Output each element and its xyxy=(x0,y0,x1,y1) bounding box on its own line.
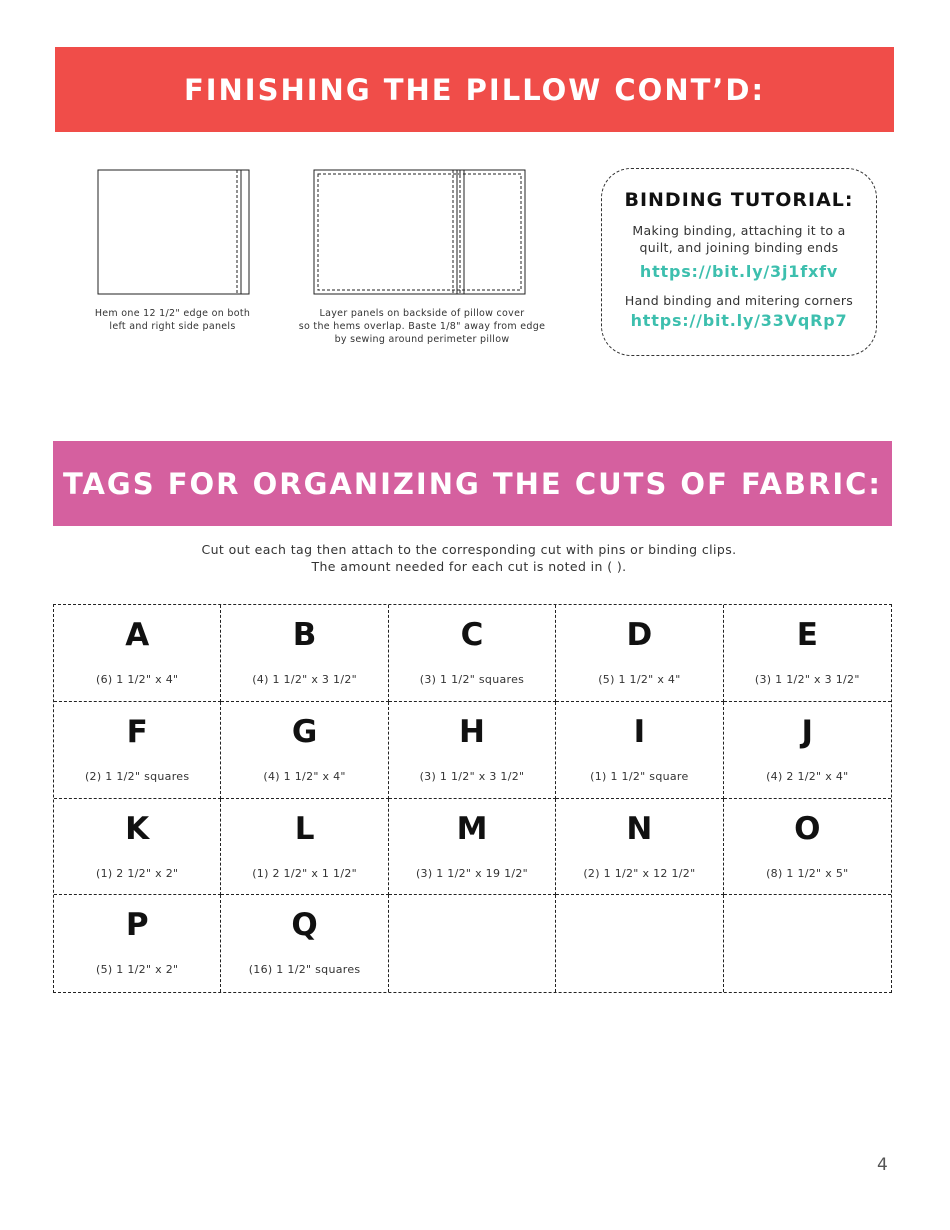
tag-amount: (3) 1 1/2" x 19 1/2" xyxy=(415,866,529,880)
tag-c xyxy=(389,605,556,702)
tag-d xyxy=(556,605,723,702)
tag-letter: L xyxy=(294,810,315,847)
tag-empty xyxy=(724,895,891,992)
tag-m xyxy=(389,799,556,896)
layered-panels-caption xyxy=(276,307,568,346)
tag-letter: O xyxy=(794,810,821,847)
binding-link-2[interactable]: https://bit.ly/33VqRp7 xyxy=(630,311,848,330)
caption-line: Hem one 12 1/2" edge on both xyxy=(94,308,251,319)
tag-empty xyxy=(389,895,556,992)
section-header-tags xyxy=(53,441,892,526)
tag-letter: G xyxy=(291,713,318,750)
tag-letter: C xyxy=(460,617,484,653)
tag-f xyxy=(54,702,221,799)
instruction-line: The amount needed for each cut is noted in ( ). xyxy=(311,559,627,574)
tag-letter: I xyxy=(633,713,646,750)
tag-amount: (4) 2 1/2" x 4" xyxy=(766,769,849,783)
tag-p xyxy=(54,895,221,992)
tag-grid xyxy=(53,604,892,993)
tag-amount: (6) 1 1/2" x 4" xyxy=(95,673,179,686)
tag-i xyxy=(556,702,723,799)
binding-tutorial-box xyxy=(601,168,877,356)
caption-line: by sewing around perimeter pillow xyxy=(334,334,510,345)
binding-link-1[interactable]: https://bit.ly/3j1fxfv xyxy=(639,262,839,281)
tag-amount: (2) 1 1/2" x 12 1/2" xyxy=(583,866,696,880)
binding-description-2: Hand binding and mitering corners xyxy=(624,293,854,308)
tag-l xyxy=(221,799,388,896)
binding-text-line: Making binding, attaching it to a xyxy=(632,223,846,238)
section-header-finishing xyxy=(55,47,894,132)
tag-amount: (5) 1 1/2" x 4" xyxy=(598,673,681,686)
tag-amount: (1) 2 1/2" x 2" xyxy=(95,866,179,880)
tag-letter: M xyxy=(456,810,488,847)
tag-amount: (16) 1 1/2" squares xyxy=(248,963,361,977)
tag-amount: (3) 1 1/2" x 3 1/2" xyxy=(754,673,860,686)
tag-amount: (3) 1 1/2" squares xyxy=(419,673,525,686)
binding-description-1 xyxy=(602,222,876,256)
tag-j xyxy=(724,702,891,799)
hem-panel-diagram xyxy=(97,169,251,296)
tag-amount: (3) 1 1/2" x 3 1/2" xyxy=(419,769,525,783)
tag-a xyxy=(54,605,221,702)
tag-letter: K xyxy=(125,810,150,847)
tag-h xyxy=(389,702,556,799)
page-number: 4 xyxy=(877,1155,888,1175)
tag-letter: N xyxy=(626,810,653,847)
caption-line: so the hems overlap. Baste 1/8" away from edge xyxy=(298,321,546,332)
tag-amount: (4) 1 1/2" x 3 1/2" xyxy=(252,673,357,686)
tag-letter: A xyxy=(125,617,150,653)
tag-q xyxy=(221,895,388,992)
tag-amount: (8) 1 1/2" x 5" xyxy=(766,866,849,880)
tag-amount: (1) 2 1/2" x 1 1/2" xyxy=(252,866,357,880)
tag-o xyxy=(724,799,891,896)
tag-letter: Q xyxy=(291,907,318,944)
tag-instructions xyxy=(0,541,938,575)
tag-n xyxy=(556,799,723,896)
layered-panels-diagram xyxy=(313,169,527,296)
binding-title: BINDING TUTORIAL: xyxy=(624,189,854,211)
section-title: FINISHING THE PILLOW CONT’D: xyxy=(183,72,766,107)
caption-line: left and right side panels xyxy=(109,321,236,332)
tag-letter: F xyxy=(126,713,148,750)
tag-amount: (4) 1 1/2" x 4" xyxy=(263,769,346,783)
tag-amount: (2) 1 1/2" squares xyxy=(84,769,190,783)
tag-g xyxy=(221,702,388,799)
tag-letter: J xyxy=(801,713,814,750)
tag-letter: D xyxy=(626,617,653,653)
instruction-line: Cut out each tag then attach to the corresponding cut with pins or binding clips. xyxy=(201,542,737,557)
tag-b xyxy=(221,605,388,702)
tag-letter: E xyxy=(796,617,818,653)
caption-line: Layer panels on backside of pillow cover xyxy=(319,308,525,319)
tag-empty xyxy=(556,895,723,992)
tag-letter: P xyxy=(125,907,149,944)
hem-panel-caption xyxy=(70,307,275,333)
tag-letter: B xyxy=(292,617,317,653)
binding-text-line: quilt, and joining binding ends xyxy=(639,240,839,255)
tag-amount: (5) 1 1/2" x 2" xyxy=(95,963,179,977)
tag-amount: (1) 1 1/2" square xyxy=(590,769,689,783)
tag-letter: H xyxy=(459,713,485,750)
section-title: TAGS FOR ORGANIZING THE CUTS OF FABRIC: xyxy=(62,466,883,501)
tag-e xyxy=(724,605,891,702)
tag-k xyxy=(54,799,221,896)
